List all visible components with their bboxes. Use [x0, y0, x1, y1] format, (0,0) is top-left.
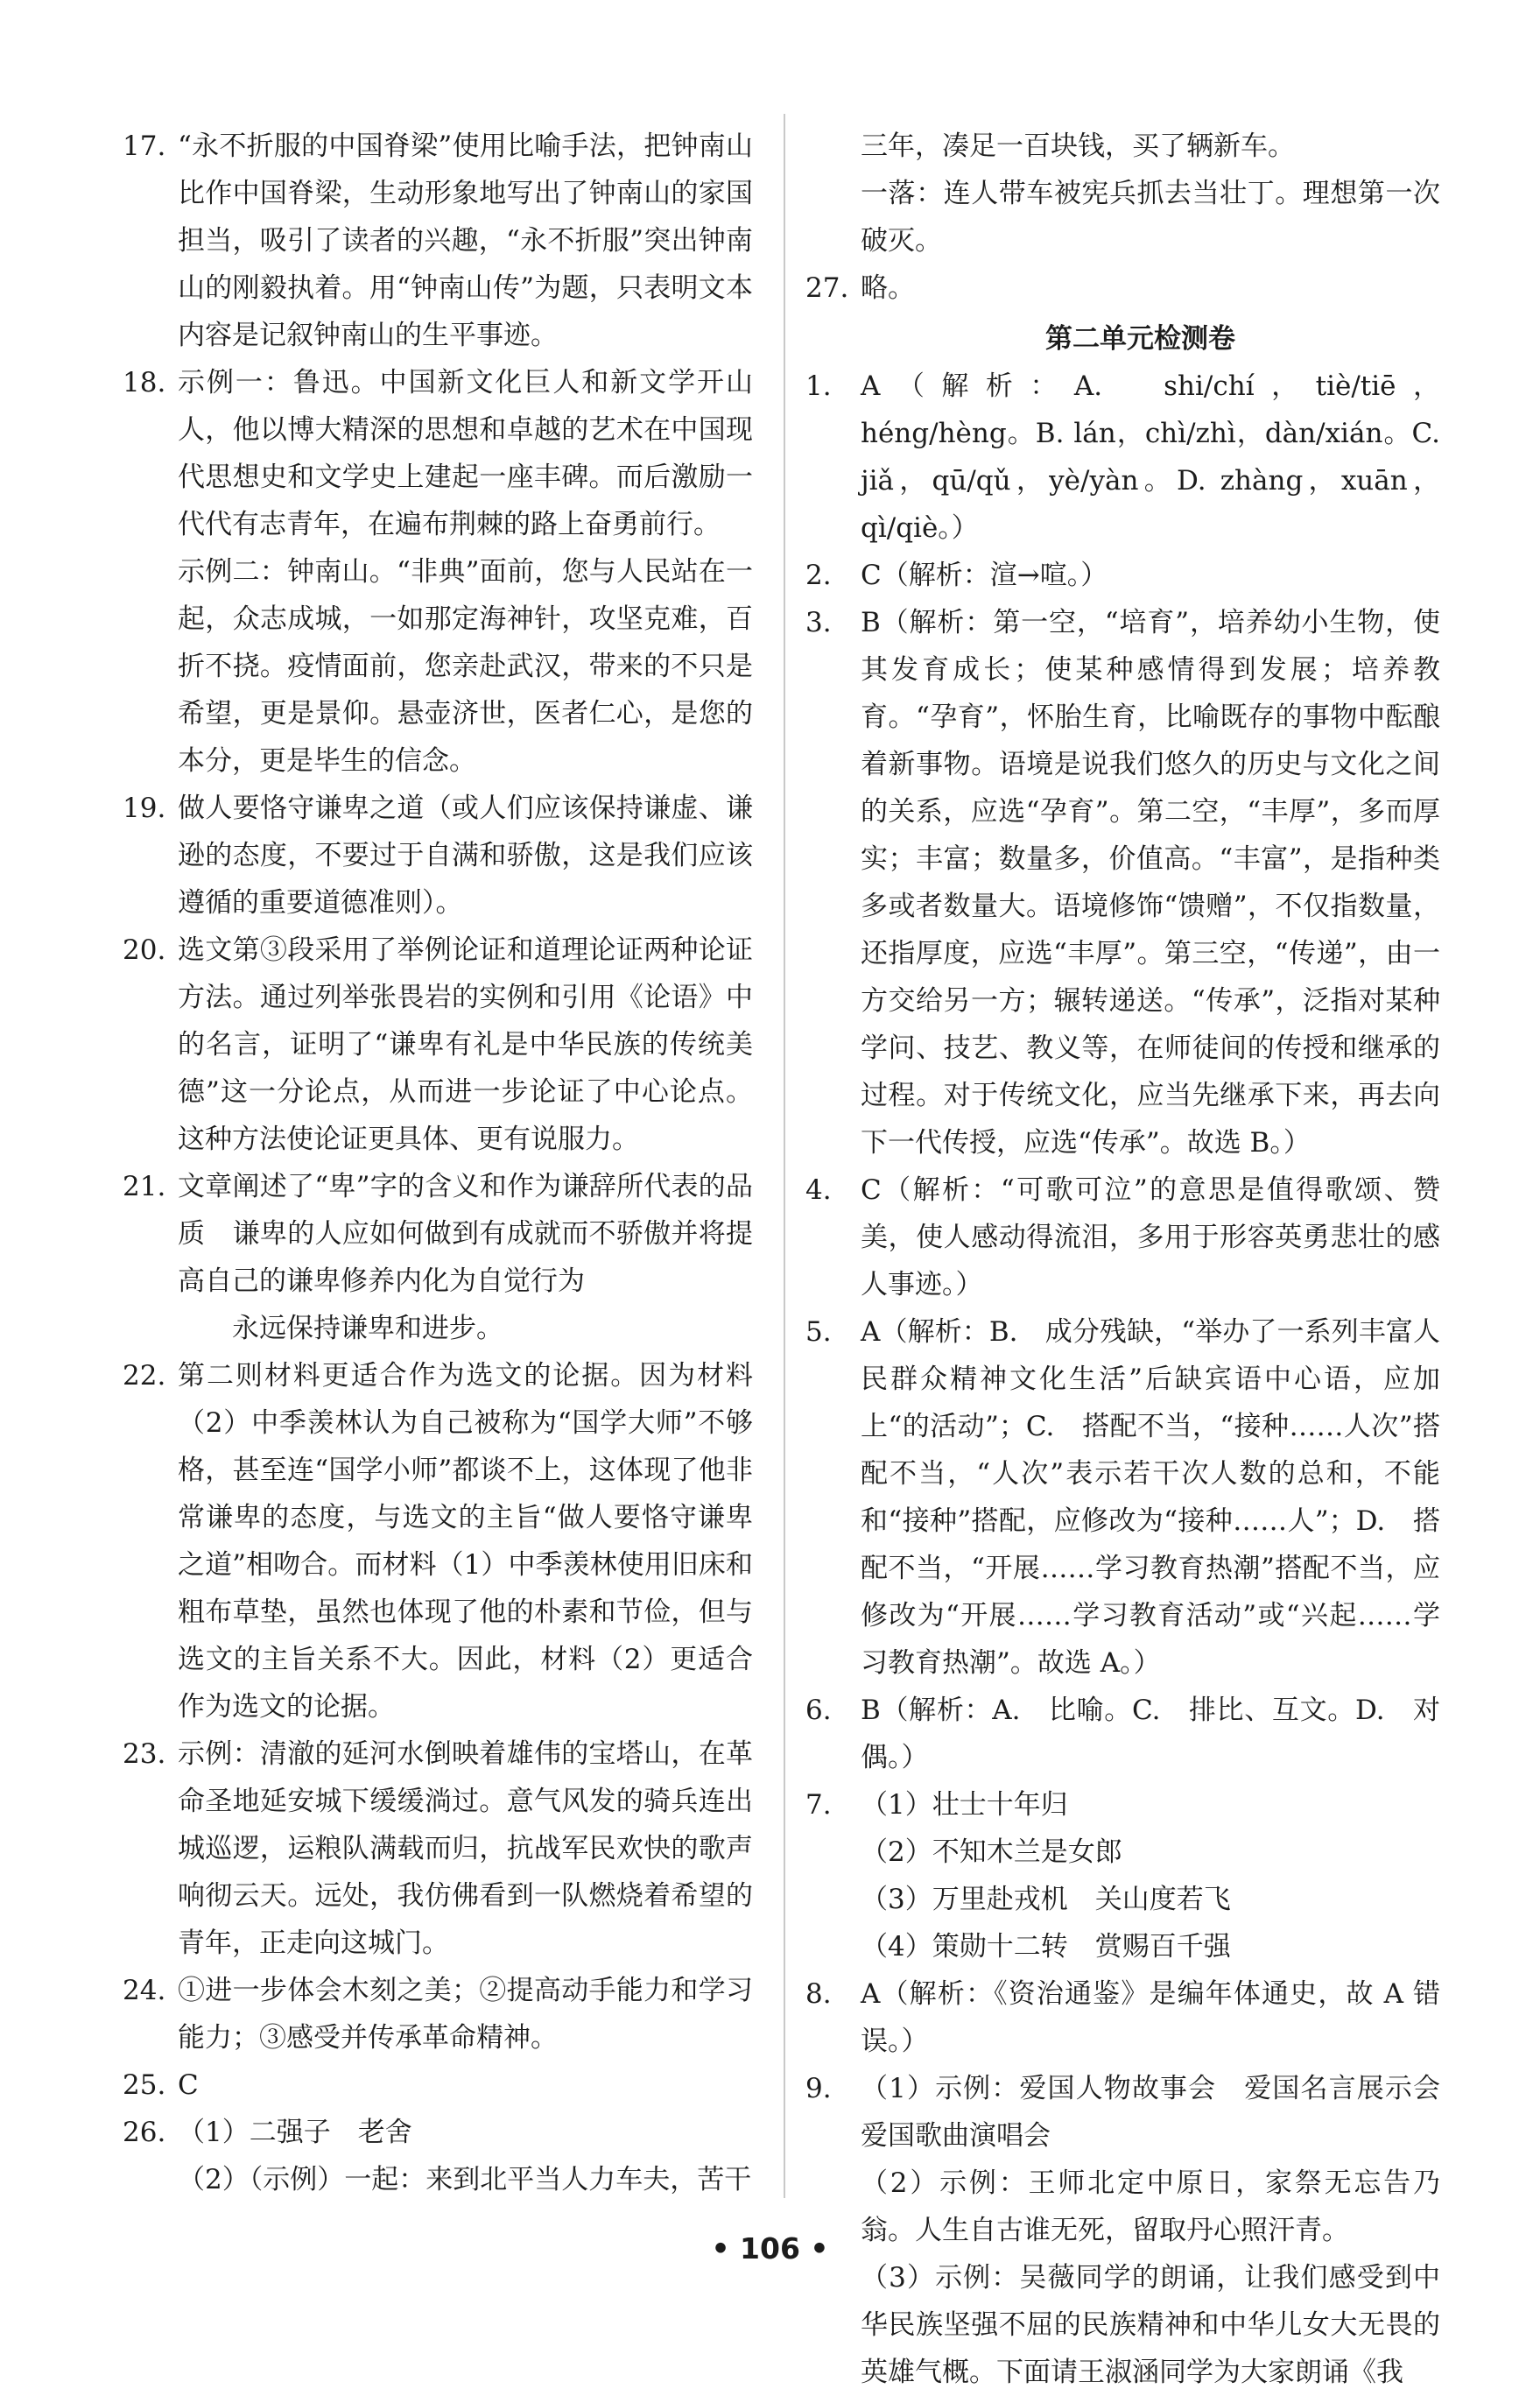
right-column [805, 123, 1467, 2396]
continuation-text: 三年，凑足一百块钱，买了辆新车。 一落：连人带车被宪兵抓去当壮丁。理想第一次破灭。 [861, 130, 1440, 257]
answer-item: 7. （1）壮士十年归 （2）不知木兰是女郎 （3）万里赴戎机 关山度若飞 （4）策勋十二转 赏赐百千强 [805, 1789, 1231, 1963]
answer-item: 8. A（解析：《资治通鉴》是编年体通史，故 A 错误。） [805, 1978, 1440, 2057]
answer-item: 23. 示例：清澈的延河水倒映着雄伟的宝塔山，在革命圣地延安城下缓缓淌过。意气风发的骑兵连出城巡逻，运粮队满载而归，抗战军民欢快的歌声响彻云天。远处，我仿佛看到一队燃烧着希望的青年，正走向这城门。 [123, 1738, 753, 1959]
left-column [123, 123, 753, 2203]
column-divider [784, 114, 785, 2198]
answer-item: 3. B（解析：第一空，“培育”，培养幼小生物，使其发育成长；使某种感情得到发展；培养教育。“孕育”，怀胎生育，比喻既存的事物中酝酿着新事物。语境是说我们悠久的历史与文化之间的关系，应选“孕育”。第二空，“丰厚”，多而厚实；丰富；数量多，价值高。“丰富”，是指种类多或者数量大。语境修饰“馈赠”，不仅指数量，还指厚度，应选“丰厚”。第三空，“传递”，由一方交给另一方；辗转递送。“传承”，泛指对某种学问、技艺、教义等，在师徒间的传授和继承的过程。对于传统文化，应当先继承下来，再去向下一代传授，应选“传承”。故选 B。） [805, 607, 1440, 1159]
answer-item: 18. 示例一：鲁迅。中国新文化巨人和新文学开山人，他以博大精深的思想和卓越的艺术在中国现代思想史和文学史上建起一座丰碑。而后激励一代代有志青年，在遍布荆棘的路上奋勇前行。 示例二：钟南山。“非典”面前，您与人民站在一起，众志成城，一如那定海神针，攻坚克难，百折不挠。疫情面前，您亲赴武汉，带来的不只是希望，更是景仰。悬壶济世，医者仁心，是您的本分，更是毕生的信念。 [123, 367, 753, 777]
answer-item: 20. 选文第③段采用了举例论证和道理论证两种论证方法。通过列举张畏岩的实例和引用《论语》中的名言，证明了“谦卑有礼是中华民族的传统美德”这一分论点，从而进一步论证了中心论点。这种方法使论证更具体、更有说服力。 [123, 934, 753, 1155]
answer-item: 24. ①进一步体会木刻之美；②提高动手能力和学习能力；③感受并传承革命精神。 [123, 1975, 753, 2054]
page-number: • 106 • [711, 2231, 829, 2266]
answer-item: 2. C（解析：渲→喧。） [805, 560, 1108, 591]
answer-item: 4. C（解析：“可歌可泣”的意思是值得歌颂、赞美，使人感动得流泪，多用于形容英勇悲壮的感人事迹。） [805, 1174, 1440, 1300]
answer-item: 6. B（解析：A. 比喻。C. 排比、互文。D. 对偶。） [805, 1695, 1440, 1773]
section-title: 第二单元检测卷 [1045, 323, 1235, 355]
answer-item: 1. A（解析：A. shi/chí，tiè/tiē，héng/hèng。B. lán，chì/zhì，dàn/xián。C. jiǎ，qū/qǔ，yè/yàn。D. zhàng，xuān，qì/qiè。） [805, 370, 1467, 544]
answer-item: 22. 第二则材料更适合作为选文的论据。因为材料（2）中季羡林认为自己被称为“国学大师”不够格，甚至连“国学小师”都谈不上，这体现了他非常谦卑的态度，与选文的主旨“做人要恪守谦卑之道”相吻合。而材料（1）中季羡林使用旧床和粗布草垫，虽然也体现了他的朴素和节俭，但与选文的主旨关系不大。因此，材料（2）更适合作为选文的论据。 [123, 1360, 753, 1723]
answer-item: 27. 略。 [805, 272, 915, 304]
answer-item: 17. “永不折服的中国脊梁”使用比喻手法，把钟南山比作中国脊梁，生动形象地写出了钟南山的家国担当，吸引了读者的兴趣，“永不折服”突出钟南山的刚毅执着。用“钟南山传”为题，只表明文本内容是记叙钟南山的生平事迹。 [123, 130, 753, 351]
answer-item: 21. 文章阐述了“卑”字的含义和作为谦辞所代表的品质 谦卑的人应如何做到有成就而不骄傲并将提高自己的谦卑修养内化为自觉行为 永远保持谦卑和进步。 [123, 1171, 753, 1344]
answer-item: 5. A（解析：B. 成分残缺，“举办了一系列丰富人民群众精神文化生活”后缺宾语中心语，应加上“的活动”；C. 搭配不当，“接种……人次”搭配不当，“人次”表示若干次人数的总和，不能和“接种”搭配，应修改为“接种……人”；D. 搭配不当，“开展……学习教育热潮”搭配不当，应修改为“开展……学习教育活动”或“兴起……学习教育热潮”。故选 A。） [805, 1316, 1440, 1679]
answer-item: 26. （1）二强子 老舍 （2）（示例）一起：来到北平当人力车夫，苦干 [123, 2117, 752, 2195]
answer-item: 9. （1）示例：爱国人物故事会 爱国名言展示会 爱国歌曲演唱会 （2）示例：王师北定中原日，家祭无忘告乃翁。人生自古谁无死，留取丹心照汗青。 （3）示例：吴薇同学的朗诵，让我们感受到中华民族坚强不屈的民族精神和中华儿女大无畏的英雄气概。下面请王淑涵同学为大家朗诵《我 [805, 2073, 1467, 2388]
answer-item: 19. 做人要恪守谦卑之道（或人们应该保持谦虚、谦逊的态度，不要过于自满和骄傲，这是我们应该遵循的重要道德准则）。 [123, 793, 753, 919]
answer-item: 25. C [123, 2069, 199, 2101]
